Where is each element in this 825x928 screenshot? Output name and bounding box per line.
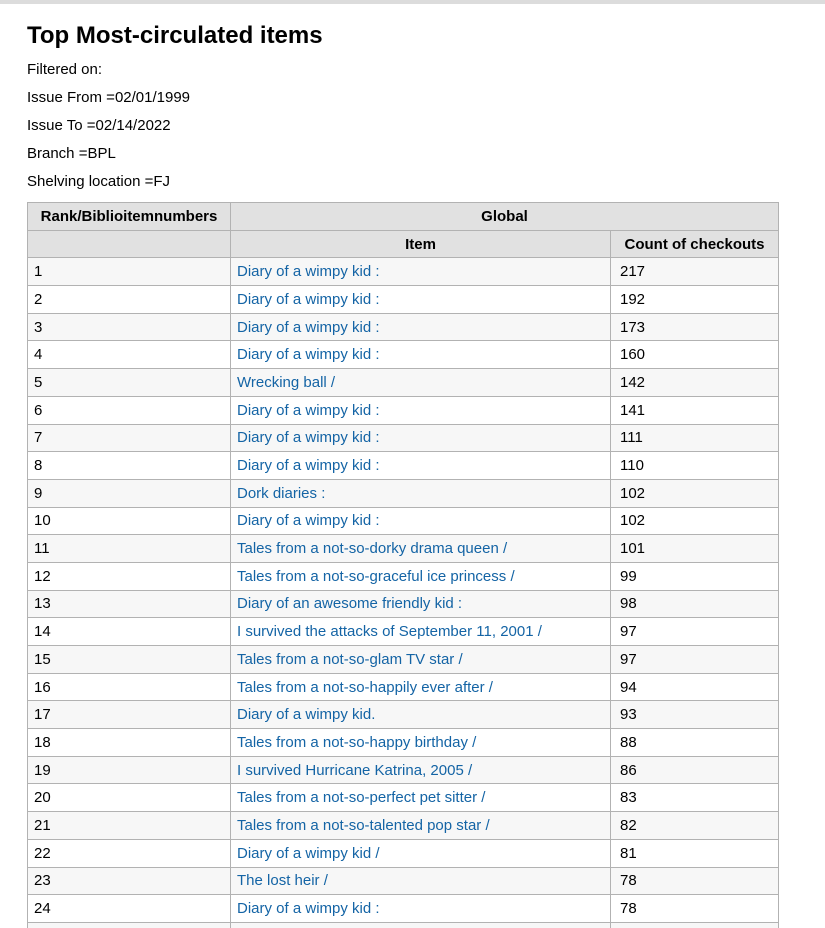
- filtered-on-label: Filtered on:: [27, 61, 103, 78]
- item-title-link[interactable]: Tales from a not-so-graceful ice princess /: [237, 567, 515, 585]
- rank-cell: 22: [28, 839, 231, 867]
- item-cell: [231, 286, 611, 314]
- count-cell: 82: [611, 812, 779, 840]
- table-row: [28, 507, 779, 535]
- rank-cell: 23: [28, 867, 231, 895]
- count-cell: 110: [611, 452, 779, 480]
- rank-cell: 15: [28, 646, 231, 674]
- item-title-link[interactable]: Diary of a wimpy kid :: [237, 346, 380, 364]
- item-cell: [231, 452, 611, 480]
- count-cell: 97: [611, 618, 779, 646]
- table-row: [28, 341, 779, 369]
- rank-cell: 8: [28, 452, 231, 480]
- table-row: [28, 867, 779, 895]
- item-cell: [231, 729, 611, 757]
- count-cell: 98: [611, 590, 779, 618]
- count-cell: 78: [611, 895, 779, 923]
- count-cell: 97: [611, 646, 779, 674]
- item-cell: [231, 839, 611, 867]
- table-row: [28, 562, 779, 590]
- item-title-link[interactable]: Diary of an awesome friendly kid :: [237, 595, 463, 613]
- item-cell: [231, 562, 611, 590]
- count-cell: 111: [611, 424, 779, 452]
- rank-cell: 17: [28, 701, 231, 729]
- count-cell: 86: [611, 756, 779, 784]
- item-title-link[interactable]: Diary of a wimpy kid :: [237, 457, 380, 475]
- circulation-report-table: [27, 202, 779, 928]
- item-title-link[interactable]: Diary of a wimpy kid :: [237, 318, 380, 336]
- table-row: [28, 701, 779, 729]
- item-cell: [231, 313, 611, 341]
- item-title-link[interactable]: Tales from a not-so-perfect pet sitter /: [237, 789, 486, 807]
- count-cell: 192: [611, 286, 779, 314]
- item-cell: [231, 396, 611, 424]
- table-row: [28, 258, 779, 286]
- rank-cell: 5: [28, 369, 231, 397]
- table-row: [28, 313, 779, 341]
- table-row: [28, 452, 779, 480]
- item-title-link[interactable]: Dork diaries :: [237, 484, 326, 502]
- count-column-header: Count of checkouts: [611, 230, 779, 258]
- item-cell: [231, 341, 611, 369]
- filter-issue-to: Issue To =02/14/2022: [27, 117, 171, 134]
- table-row: [28, 839, 779, 867]
- header-row-columns: [28, 230, 779, 258]
- item-title-link[interactable]: Diary of a wimpy kid.: [237, 706, 376, 724]
- item-title-link[interactable]: Tales from a not-so-talented pop star /: [237, 816, 490, 834]
- rank-cell: 3: [28, 313, 231, 341]
- table-row-partial: [28, 922, 779, 928]
- count-cell: 217: [611, 258, 779, 286]
- page-title: Top Most-circulated items: [27, 22, 323, 49]
- count-cell: 102: [611, 507, 779, 535]
- top-scroll-strip: [0, 0, 825, 4]
- rank-cell: 24: [28, 895, 231, 923]
- table-row: [28, 396, 779, 424]
- item-cell: [231, 535, 611, 563]
- count-cell: 99: [611, 562, 779, 590]
- table-row: [28, 286, 779, 314]
- item-title-link[interactable]: Diary of a wimpy kid :: [237, 263, 380, 281]
- rank-cell: 7: [28, 424, 231, 452]
- table-row: [28, 369, 779, 397]
- item-cell: [231, 507, 611, 535]
- table-row: [28, 535, 779, 563]
- item-cell: [231, 784, 611, 812]
- item-title-link[interactable]: Diary of a wimpy kid :: [237, 290, 380, 308]
- count-cell: 142: [611, 369, 779, 397]
- count-cell: 94: [611, 673, 779, 701]
- table-header: [28, 203, 779, 258]
- table-row: [28, 729, 779, 757]
- item-cell: [231, 646, 611, 674]
- count-cell: 93: [611, 701, 779, 729]
- rank-cell: 2: [28, 286, 231, 314]
- count-cell: 101: [611, 535, 779, 563]
- rank-cell: 12: [28, 562, 231, 590]
- table-body: [28, 258, 779, 928]
- filter-issue-from: Issue From =02/01/1999: [27, 89, 191, 106]
- rank-cell: 16: [28, 673, 231, 701]
- rank-column-header: Rank/Biblioitemnumbers: [28, 203, 231, 231]
- rank-cell: 20: [28, 784, 231, 812]
- table-row: [28, 812, 779, 840]
- table-row: [28, 756, 779, 784]
- item-title-link[interactable]: Tales from a not-so-glam TV star /: [237, 650, 463, 668]
- item-title-link[interactable]: Tales from a not-so-dorky drama queen /: [237, 540, 508, 558]
- rank-cell: [28, 922, 231, 928]
- item-title-link[interactable]: I survived the attacks of September 11, 2001 /: [237, 623, 542, 641]
- rank-column-header-spacer: [28, 230, 231, 258]
- item-title-link[interactable]: The lost heir /: [237, 872, 328, 890]
- rank-cell: 21: [28, 812, 231, 840]
- item-title-link[interactable]: Diary of a wimpy kid :: [237, 401, 380, 419]
- item-cell: [231, 701, 611, 729]
- table-row: [28, 646, 779, 674]
- rank-cell: 19: [28, 756, 231, 784]
- item-cell: [231, 812, 611, 840]
- table-row: [28, 590, 779, 618]
- item-cell: [231, 922, 611, 928]
- item-cell: [231, 756, 611, 784]
- item-title-link[interactable]: Tales from a not-so-happily ever after /: [237, 678, 493, 696]
- rank-cell: 10: [28, 507, 231, 535]
- filter-shelving-location: Shelving location =FJ: [27, 173, 170, 190]
- table-row: [28, 424, 779, 452]
- item-title-link[interactable]: Tales from a not-so-happy birthday /: [237, 733, 477, 751]
- rank-cell: 4: [28, 341, 231, 369]
- item-cell: [231, 258, 611, 286]
- item-cell: [231, 673, 611, 701]
- count-cell: [611, 922, 779, 928]
- item-cell: [231, 618, 611, 646]
- item-column-header: Item: [231, 230, 611, 258]
- table-row: [28, 784, 779, 812]
- item-cell: [231, 369, 611, 397]
- item-title-link[interactable]: Diary of a wimpy kid :: [237, 512, 380, 530]
- count-cell: 81: [611, 839, 779, 867]
- report-page: [0, 21, 825, 928]
- item-cell: [231, 895, 611, 923]
- count-cell: 78: [611, 867, 779, 895]
- count-cell: 141: [611, 396, 779, 424]
- rank-cell: 1: [28, 258, 231, 286]
- count-cell: 173: [611, 313, 779, 341]
- item-title-link[interactable]: Diary of a wimpy kid /: [237, 844, 380, 862]
- rank-cell: 18: [28, 729, 231, 757]
- header-row-group: [28, 203, 779, 231]
- item-title-link[interactable]: Wrecking ball /: [237, 373, 336, 391]
- item-title-link[interactable]: I survived Hurricane Katrina, 2005 /: [237, 761, 473, 779]
- item-cell: [231, 424, 611, 452]
- count-cell: 160: [611, 341, 779, 369]
- item-title-link[interactable]: Diary of a wimpy kid :: [237, 900, 380, 918]
- rank-cell: 9: [28, 479, 231, 507]
- table-row: [28, 479, 779, 507]
- count-cell: 102: [611, 479, 779, 507]
- rank-cell: 11: [28, 535, 231, 563]
- rank-cell: 13: [28, 590, 231, 618]
- item-cell: [231, 867, 611, 895]
- item-cell: [231, 590, 611, 618]
- item-title-link[interactable]: Diary of a wimpy kid :: [237, 429, 380, 447]
- table-row: [28, 618, 779, 646]
- count-cell: 88: [611, 729, 779, 757]
- table-row: [28, 673, 779, 701]
- item-cell: [231, 479, 611, 507]
- rank-cell: 6: [28, 396, 231, 424]
- filter-branch: Branch =BPL: [27, 145, 116, 162]
- table-row: [28, 895, 779, 923]
- count-cell: 83: [611, 784, 779, 812]
- rank-cell: 14: [28, 618, 231, 646]
- global-group-header: Global: [231, 203, 779, 231]
